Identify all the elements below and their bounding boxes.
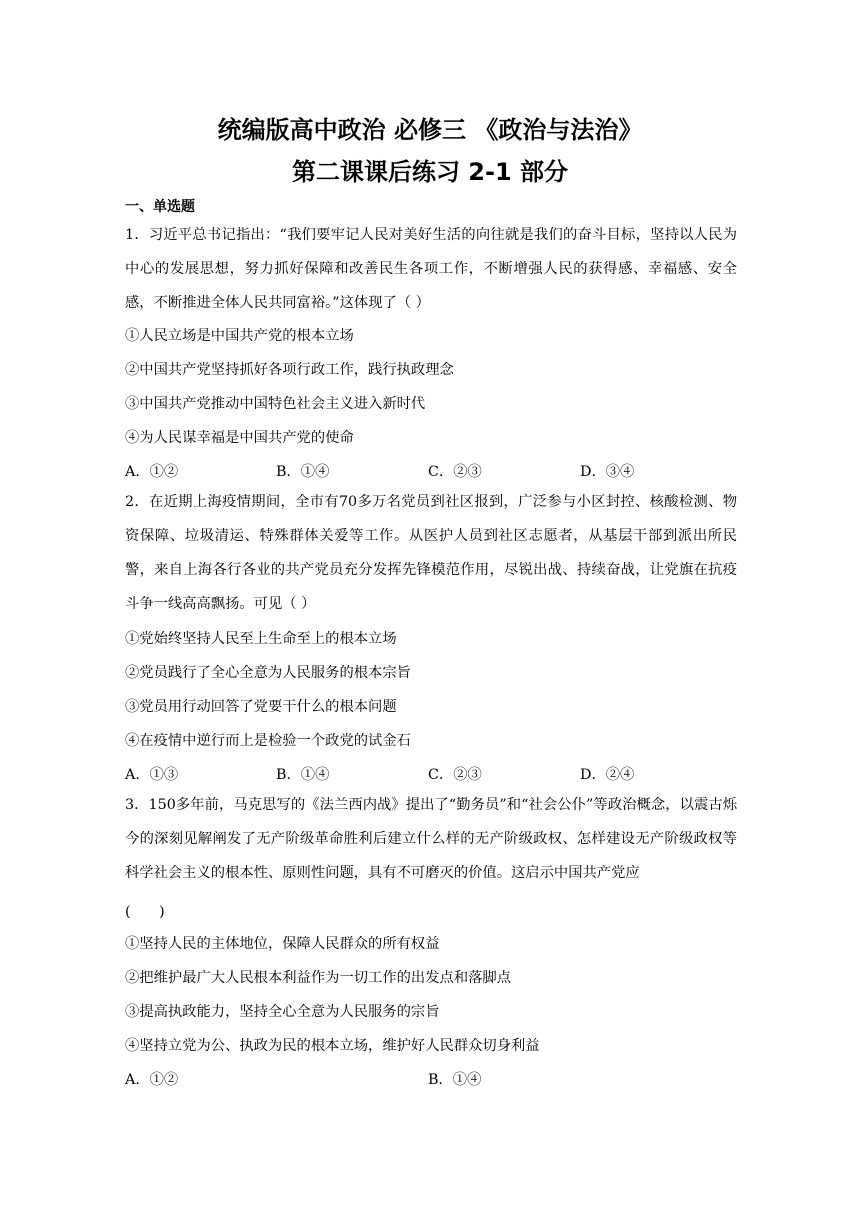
question-3-statement-4: ④坚持立党为公、执政为民的根本立场，维护好人民群众切身利益 [125, 1038, 540, 1054]
question-3-answer-paren: ( ) [125, 904, 165, 920]
question-3-statement-2: ②把维护最广大人民根本利益作为一切工作的出发点和落脚点 [125, 970, 512, 986]
question-3-stem: 3．150多年前，马克思写的《法兰西内战》提出了“勤务员”和“社会公仆”等政治概念，以震古烁今的深刻见解阐发了无产阶级革命胜利后建立什么样的无产阶级政权、怎样建设无产阶级政权等科学社会主义的根本性、原则性问题，具有不可磨灭的价值。这启示中国共产党应 [125, 797, 737, 881]
question-2-option-d[interactable]: D．②④ [580, 767, 635, 783]
question-1-statement-3: ③中国共产党推动中国特色社会主义进入新时代 [125, 396, 426, 412]
question-2-statement-2: ②党员践行了全心全意为人民服务的根本宗旨 [125, 665, 411, 681]
document-subtitle: 第二课课后练习 2-1 部分 [291, 158, 569, 186]
document-title: 统编版高中政治 必修三 《政治与法治》 [217, 116, 643, 144]
question-1-stem: 1．习近平总书记指出：“我们要牢记人民对美好生活的向往就是我们的奋斗目标，坚持以人民为中心的发展思想，努力抓好保障和改善民生各项工作，不断增强人民的获得感、幸福感、安全感，不断推进全体人民共同富裕。”这体现了（ ） [125, 227, 737, 311]
question-1-option-a[interactable]: A．①② [125, 464, 179, 480]
question-3-option-a[interactable]: A．①② [125, 1072, 179, 1088]
question-2-statement-1: ①党始终坚持人民至上生命至上的根本立场 [125, 631, 397, 647]
question-1-statement-2: ②中国共产党坚持抓好各项行政工作，践行执政理念 [125, 362, 454, 378]
question-2-statement-4: ④在疫情中逆行而上是检验一个政党的试金石 [125, 733, 411, 749]
question-1-statement-4: ④为人民谋幸福是中国共产党的使命 [125, 430, 354, 446]
question-2-option-c[interactable]: C．②③ [428, 767, 482, 783]
question-2-statement-3: ③党员用行动回答了党要干什么的根本问题 [125, 699, 397, 715]
question-2-option-b[interactable]: B．①④ [276, 767, 330, 783]
section-heading: 一、单选题 [125, 199, 195, 215]
question-1-statement-1: ①人民立场是中国共产党的根本立场 [125, 328, 354, 344]
question-2-option-a[interactable]: A．①③ [125, 767, 179, 783]
question-1-option-b[interactable]: B．①④ [276, 464, 330, 480]
question-1-option-c[interactable]: C．②③ [428, 464, 482, 480]
question-3-statement-3: ③提高执政能力，坚持全心全意为人民服务的宗旨 [125, 1004, 440, 1020]
question-2-stem: 2．在近期上海疫情期间，全市有70多万名党员到社区报到，广泛参与小区封控、核酸检测、物资保障、垃圾清运、特殊群体关爱等工作。从医护人员到社区志愿者，从基层干部到派出所民警，来自上海各行各业的共产党员充分发挥先锋模范作用，尽锐出战、持续奋战，让党旗在抗疫斗争一线高高飘扬。可见（ ） [125, 494, 737, 612]
question-3-option-b[interactable]: B．①④ [428, 1072, 482, 1088]
question-3-statement-1: ①坚持人民的主体地位，保障人民群众的所有权益 [125, 936, 440, 952]
question-1-option-d[interactable]: D．③④ [580, 464, 635, 480]
